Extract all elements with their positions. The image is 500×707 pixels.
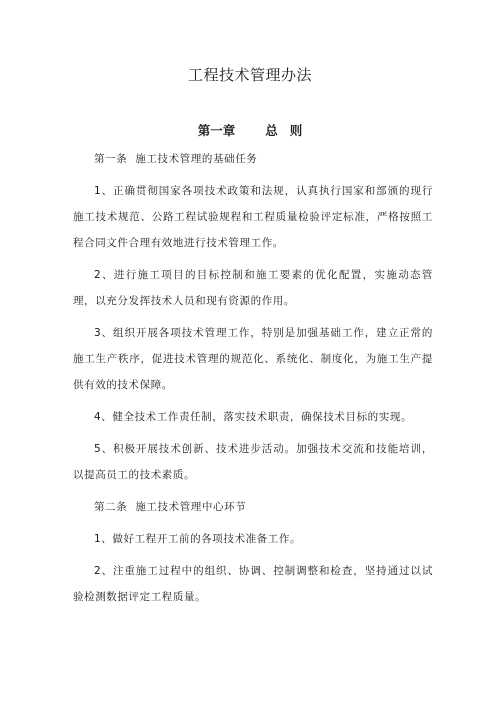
chapter-heading	[0, 121, 500, 139]
document-title: 工程技术管理办法	[187, 66, 312, 84]
article-number: 第二条	[94, 501, 128, 513]
chapter-number: 第一章	[197, 123, 236, 138]
article-number: 第一条	[94, 153, 128, 165]
paragraph: 1、做好工程开工前的各项技术准备工作。	[94, 533, 302, 545]
chapter-name-part2: 则	[289, 123, 303, 138]
article-title: 施工技术管理中心环节	[135, 501, 247, 513]
paragraph: 2、进行施工项目的目标控制和施工要素的优化配置，实施动态管理，以充分发挥技术人员和现有资源的作用。	[73, 269, 433, 307]
article-heading-2	[73, 494, 433, 520]
chapter-name-part1: 总	[265, 123, 278, 138]
document-body	[73, 146, 433, 610]
paragraph: 1、正确贯彻国家各项技术政策和法规，认真执行国家和部颁的现行施工技术规范、公路工程试验规程和工程质量检验评定标准，严格按照工程合同文件合理有效地进行技术管理工作。	[73, 185, 433, 249]
paragraph: 4、健全技术工作责任制，落实技术职责，确保技术目标的实现。	[94, 411, 413, 423]
article-title: 施工技术管理的基础任务	[135, 153, 258, 165]
paragraph: 3、组织开展各项技术管理工作，特别是加强基础工作，建立正常的施工生产秩序，促进技术管理的规范化、系统化、制度化，为施工生产提供有效的技术保障。	[73, 327, 433, 391]
paragraph: 2、注重施工过程中的组织、协调、控制调整和检查，坚持通过以试验检测数据评定工程质量。	[73, 565, 433, 603]
paragraph: 5、积极开展技术创新、技术进步活动。加强技术交流和技能培训，以提高员工的技术素质。	[73, 443, 433, 481]
article-heading-1	[73, 146, 433, 172]
